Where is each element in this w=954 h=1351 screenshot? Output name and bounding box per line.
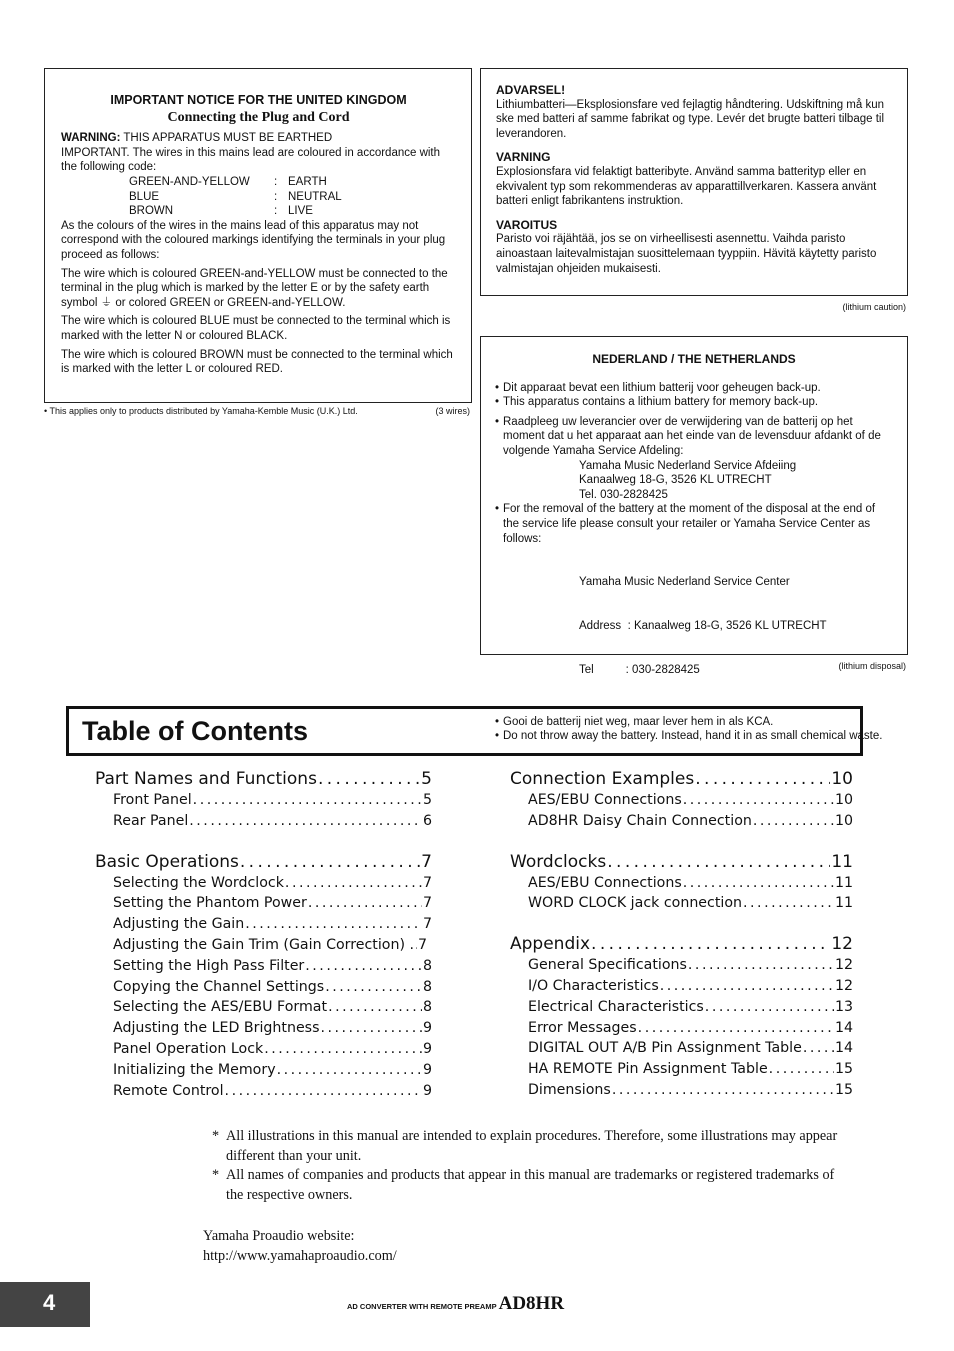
toc-page: 11: [834, 895, 853, 912]
toc-page: 8: [422, 978, 432, 995]
address-nl: [579, 459, 893, 503]
toc-entry-label: Rear Panel: [113, 812, 189, 829]
toc-entry-label: Selecting the Wordclock: [113, 874, 284, 891]
toc-page: 12: [831, 934, 853, 955]
toc-entry[interactable]: [95, 1062, 432, 1083]
toc-entry-label: AD8HR Daisy Chain Connection: [528, 812, 752, 829]
toc-title: Table of Contents: [82, 716, 308, 746]
notes: [212, 1127, 844, 1205]
note-text: All names of companies and products that appear in this manual are trademarks or registered trademarks of the respective owners.: [226, 1167, 835, 1203]
code-sep: :: [274, 190, 278, 203]
toc-page: 7: [422, 874, 432, 891]
toc-entry-label: Panel Operation Lock: [113, 1040, 264, 1057]
paragraph-blue: The wire which is coloured BLUE must be connected to the terminal which is marked with the letter N or coloured BLACK.: [61, 315, 451, 342]
toc-entry[interactable]: [95, 999, 432, 1020]
warning-label: WARNING:: [61, 132, 121, 145]
toc-entry-label: Remote Control: [113, 1082, 224, 1099]
address-line: Kanaalweg 18-G, 3526 KL UTRECHT: [579, 474, 772, 487]
toc-entry[interactable]: [510, 957, 853, 978]
toc-entry[interactable]: [510, 1061, 853, 1082]
netherlands-title: NEDERLAND / THE NETHERLANDS: [592, 352, 796, 366]
toc-right-column: [510, 769, 853, 1103]
toc-page: 7: [421, 851, 432, 872]
website-block: [203, 1227, 397, 1266]
toc-entry-label: I/O Characteristics: [528, 977, 659, 994]
toc-section[interactable]: [95, 769, 432, 792]
section-heading: VARNING: [496, 150, 551, 165]
toc-entry[interactable]: [510, 1082, 853, 1103]
toc-entry-label: AES/EBU Connections: [528, 792, 682, 808]
address-line: Tel : 030-2828425: [579, 663, 700, 676]
toc-page: 9: [422, 1061, 432, 1078]
toc-page: 7: [422, 895, 432, 912]
code-color: GREEN-AND-YELLOW: [129, 175, 250, 188]
lithium-caution-tag: (lithium caution): [842, 302, 906, 312]
section-text: Explosionsfara vid felaktigt batteribyte. Använd samma batterityp eller en ekvivalent typ som rekommenderas av apparattillverkaren. Kassera använt batteri enligt fabrikantens instruktion.: [496, 165, 877, 208]
toc-entry[interactable]: [510, 875, 853, 896]
bullet-text: Dit apparaat bevat een lithium batterij voor geheugen back-up.: [503, 381, 821, 394]
toc-entry[interactable]: [95, 1020, 432, 1041]
note-item: [212, 1166, 844, 1205]
lithium-disposal-tag: (lithium disposal): [838, 661, 906, 671]
code-sep: :: [274, 205, 278, 218]
toc-section[interactable]: [510, 852, 853, 875]
list-item: • This apparatus contains a lithium battery for memory back-up.: [495, 396, 819, 409]
address-line: Address : Kanaalweg 18-G, 3526 KL UTRECHT: [579, 620, 827, 633]
toc-entry[interactable]: [95, 916, 432, 937]
paragraph-colours: As the colours of the wires in the mains lead of this apparatus may not correspond with the coloured markings identifying the terminals in your plug proceed as follows:: [61, 219, 446, 261]
toc-entry[interactable]: [510, 1020, 853, 1041]
section-text: Lithiumbatteri—Eksplosionsfare ved fejlagtig håndtering. Udskiftning må kun ske med batteri af samme fabrikat og type. Levér det brugte batteri tilbage til leverandoren.: [496, 98, 885, 140]
paragraph-green-yellow: [61, 267, 456, 311]
toc-entry-label: Front Panel: [113, 792, 192, 808]
list-item: • Gooi de batterij niet weg, maar lever hem in als KCA.: [495, 715, 774, 728]
page-number: 4: [43, 1290, 56, 1315]
note-text: All illustrations in this manual are intended to explain procedures. Therefore, some illustrations may appear different than your unit.: [226, 1128, 838, 1164]
bullet-text: Gooi de batterij niet weg, maar lever hem in als KCA.: [503, 715, 774, 728]
uk-footnote-text: • This applies only to products distributed by Yamaha-Kemble Music (U.K.) Ltd.: [44, 406, 358, 416]
toc-entry[interactable]: [510, 978, 853, 999]
toc-entry-label: Setting the High Pass Filter: [113, 957, 305, 974]
paragraph-green-yellow-b: or colored GREEN or GREEN-and-YELLOW.: [112, 296, 346, 309]
toc-section-title: Connection Examples: [510, 769, 695, 789]
toc-page: 7: [418, 936, 428, 953]
toc-entry[interactable]: [95, 937, 432, 958]
note-item: [212, 1127, 844, 1166]
toc-entry[interactable]: [95, 1083, 432, 1104]
toc-entry-label: Electrical Characteristics: [528, 998, 704, 1015]
section-text: Paristo voi räjähtää, jos se on virheellisesti asennettu. Vaihda paristo ainoastaan laitevalmistajan suosittelemaan tyyppiin. Hävitä käytetty paristo valmistajan ohjeiden mukaisesti.: [496, 233, 877, 275]
toc-page: 9: [422, 1040, 432, 1057]
toc-page: 8: [422, 999, 432, 1016]
toc-page: 14: [834, 1040, 853, 1057]
toc-left-column: [95, 769, 432, 1103]
toc-section[interactable]: [510, 934, 853, 957]
earth-symbol-icon: ⏚: [100, 296, 113, 309]
toc-entry-label: Copying the Channel Settings: [113, 978, 325, 995]
code-meaning: LIVE: [288, 205, 313, 218]
website-link[interactable]: http://www.yamahaproaudio.com/: [203, 1247, 397, 1264]
code-color: BLUE: [129, 190, 160, 203]
toc-entry[interactable]: [95, 813, 432, 834]
toc-section[interactable]: [95, 852, 432, 875]
toc-entry-label: WORD CLOCK jack connection: [528, 895, 743, 912]
toc-entry[interactable]: [510, 792, 853, 813]
code-meaning: EARTH: [288, 175, 327, 188]
warning-text: THIS APPARATUS MUST BE EARTHED: [120, 132, 333, 145]
paragraph-brown: The wire which is coloured BROWN must be connected to the terminal which is marked with the letter L or coloured RED.: [61, 348, 453, 376]
code-sep: :: [274, 175, 278, 188]
toc-entry[interactable]: [95, 1041, 432, 1062]
wire-code-table: [129, 175, 456, 219]
note-star: *: [212, 1128, 220, 1144]
toc-page: 5: [421, 769, 432, 789]
toc-page: 6: [422, 812, 432, 829]
section-heading: ADVARSEL!: [496, 83, 566, 97]
list-item: • Do not throw away the battery. Instead, hand it in as small chemical waste.: [495, 730, 883, 743]
toc-page: 15: [834, 1061, 853, 1078]
toc-page: 10: [834, 792, 853, 808]
toc-entry-label: Adjusting the LED Brightness: [113, 1020, 320, 1037]
toc-entry-label: Initializing the Memory: [113, 1061, 276, 1078]
address-line: Yamaha Music Nederland Service Center: [579, 576, 790, 589]
model-name: AD8HR: [498, 1293, 565, 1314]
toc-entry-label: Setting the Phantom Power: [113, 895, 307, 912]
list-item: • Dit apparaat bevat een lithium batterij voor geheugen back-up.: [495, 381, 821, 394]
toc-entry[interactable]: [95, 875, 432, 896]
list-item: • Raadpleeg uw leverancier over de verwijdering van de batterij op het moment dat u het apparaat aan het einde van de levensduur afdankt of de volgende Yamaha Service Afdeling:: [495, 415, 893, 459]
website-label: Yamaha Proaudio website:: [203, 1228, 355, 1244]
toc-entry[interactable]: [510, 895, 853, 916]
warning-line: [61, 131, 456, 146]
toc-entry[interactable]: [95, 979, 432, 1000]
code-color: BROWN: [129, 205, 174, 218]
toc-page: 9: [422, 1082, 432, 1099]
toc-entry[interactable]: [95, 792, 432, 813]
toc-page: 13: [834, 998, 853, 1015]
lithium-caution-box: [480, 68, 908, 296]
toc-page: 10: [831, 769, 853, 789]
product-description: AD CONVERTER WITH REMOTE PREAMP: [347, 1302, 497, 1311]
uk-footnote-tag: (3 wires): [435, 406, 470, 416]
toc-page: 15: [834, 1081, 853, 1098]
toc-entry[interactable]: [510, 813, 853, 834]
paragraph-green-yellow-a: The wire which is coloured GREEN-and-YELLOW must be connected to the terminal in the plug which is marked by the letter E or by the safety earth symbol: [61, 267, 448, 309]
toc-section-title: Basic Operations: [95, 851, 239, 872]
toc-page: 14: [834, 1019, 853, 1036]
code-meaning: NEUTRAL: [288, 190, 342, 203]
footer-product: [347, 1293, 564, 1315]
toc-page: 5: [422, 792, 432, 808]
toc-entry-label: HA REMOTE Pin Assignment Table: [528, 1061, 768, 1078]
toc-entry-label: General Specifications: [528, 957, 687, 974]
toc-page: 7: [422, 916, 432, 933]
toc-page: 12: [834, 957, 853, 974]
bullet-text: For the removal of the battery at the moment of the disposal at the end of the service life please consult your retailer or Yamaha Service Center as follows:: [503, 503, 876, 545]
toc-page: 10: [834, 812, 853, 829]
toc-entry-label: AES/EBU Connections: [528, 874, 682, 891]
toc-entry[interactable]: [95, 958, 432, 979]
toc-section-title: Wordclocks: [510, 851, 607, 872]
uk-notice-box: [44, 68, 472, 403]
toc-entry-label: DIGITAL OUT A/B Pin Assignment Table: [528, 1040, 802, 1057]
toc-page: 9: [422, 1020, 432, 1037]
toc-entry-label: Dimensions: [528, 1081, 611, 1098]
toc-section[interactable]: [510, 769, 853, 792]
uk-footnote: [44, 406, 470, 416]
address-line: Yamaha Music Nederland Service Afdeiing: [579, 459, 797, 472]
bullet-text: Raadpleeg uw leverancier over de verwijdering van de batterij op het moment dat u het apparaat aan het einde van de levensduur afdankt of de volgende Yamaha Service Afdeling:: [503, 415, 881, 457]
toc-section-title: Appendix: [510, 934, 591, 955]
toc-section-title: Part Names and Functions: [95, 769, 317, 789]
toc-entry-label: Adjusting the Gain Trim (Gain Correction) .: [113, 936, 415, 953]
list-item: • For the removal of the battery at the moment of the disposal at the end of the service life please consult your retailer or Yamaha Service Center as follows:: [495, 502, 893, 546]
section-heading: VAROITUS: [496, 217, 558, 232]
toc-entry[interactable]: [510, 999, 853, 1020]
toc-title-box: [66, 706, 863, 756]
uk-notice-subtitle: Connecting the Plug and Cord: [167, 109, 350, 125]
address-line: Tel. 030-2828425: [579, 488, 668, 501]
note-star: *: [212, 1167, 220, 1183]
page-number-tab: [0, 1282, 90, 1327]
toc-page: 12: [834, 977, 853, 994]
bullet-text: Do not throw away the battery. Instead, hand it in as small chemical waste.: [503, 730, 883, 743]
uk-notice-title: IMPORTANT NOTICE FOR THE UNITED KINGDOM: [110, 93, 407, 107]
important-paragraph: IMPORTANT. The wires in this mains lead are coloured in accordance with the following code:: [61, 146, 441, 174]
toc-entry[interactable]: [510, 1040, 853, 1061]
toc-page: 11: [831, 851, 853, 872]
toc-entry-label: Error Messages: [528, 1019, 637, 1036]
toc-entry-label: Selecting the AES/EBU Format: [113, 999, 328, 1016]
toc-page: 11: [834, 874, 853, 891]
toc-entry[interactable]: [95, 895, 432, 916]
toc-entry-label: Adjusting the Gain: [113, 916, 245, 933]
bullet-text: This apparatus contains a lithium battery for memory back-up.: [503, 396, 819, 409]
address-en: [579, 546, 893, 707]
toc-page: 8: [422, 957, 432, 974]
